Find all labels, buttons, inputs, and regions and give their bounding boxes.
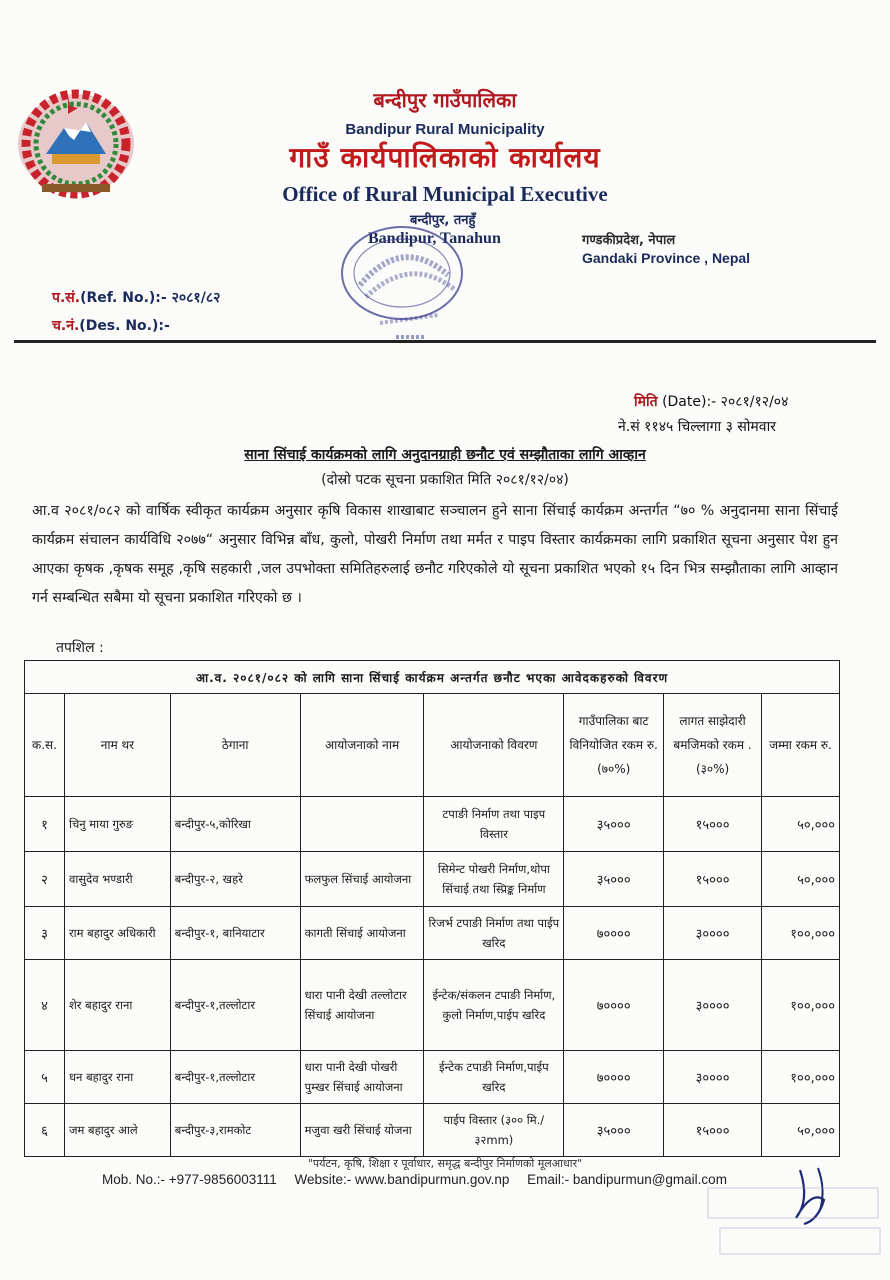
- table-row: [25, 797, 840, 852]
- cell-project-name: फलफुल सिंचाई आयोजना: [300, 852, 424, 907]
- cell-sn: ४: [25, 960, 65, 1051]
- cell-share: १५०००: [664, 797, 762, 852]
- location-en: Bandipur, Tanahun: [368, 230, 501, 247]
- cell-project-detail: टपाङी निर्माण तथा पाइप विस्तार: [424, 797, 564, 852]
- cell-share: १५०००: [664, 1104, 762, 1157]
- table-row: [25, 960, 840, 1051]
- dispatch-number: [52, 316, 170, 335]
- footer-motto: "पर्यटन, कृषि, शिक्षा र पूर्वाधार, समृद्ध बन्दीपुर निर्माणको मूलआधार": [307, 1157, 583, 1170]
- cell-total: ५०,०००: [762, 1104, 840, 1157]
- cell-name: जम बहादुर आले: [64, 1104, 170, 1157]
- cell-total: १००,०००: [762, 907, 840, 960]
- cell-project-name: धारा पानी देखी तल्लोटार सिंचाई आयोजना: [300, 960, 424, 1051]
- cell-project-name: मजुवा खरी सिंचाई योजना: [300, 1104, 424, 1157]
- office-stamp: [330, 215, 480, 345]
- footer-contact: [102, 1172, 741, 1187]
- cell-name: वासुदेव भण्डारी: [64, 852, 170, 907]
- cell-sn: ६: [25, 1104, 65, 1157]
- cell-grant: ७००००: [564, 907, 664, 960]
- location-np: बन्दीपुर, तनहुँ: [410, 213, 476, 228]
- reference-number: [52, 288, 220, 307]
- col-header-address: ठेगाना: [170, 694, 300, 797]
- province-en: Gandaki Province , Nepal: [582, 250, 751, 266]
- footer-email[interactable]: Email:- bandipurmun@gmail.com: [527, 1172, 727, 1187]
- cell-name: राम बहादुर अधिकारी: [64, 907, 170, 960]
- selected-applicants-table: [24, 660, 840, 1157]
- cell-sn: १: [25, 797, 65, 852]
- ref-value: २०८१/८२: [171, 290, 221, 306]
- cell-project-detail: पाईप विस्तार (३०० मि./३२mm): [424, 1104, 564, 1157]
- cell-sn: ३: [25, 907, 65, 960]
- col-header-project-name: आयोजनाको नाम: [300, 694, 424, 797]
- cell-project-detail: ईन्टेक टपाङी निर्माण,पाईप खरिद: [424, 1051, 564, 1104]
- col-header-municipal-grant: गाउँपालिका बाट विनियोजित रकम रु. (७०%): [564, 694, 664, 797]
- col-header-sn: क.स.: [25, 694, 65, 797]
- cell-name: धन बहादुर राना: [64, 1051, 170, 1104]
- details-label: तपशिल :: [56, 640, 104, 656]
- cell-share: ३००००: [664, 960, 762, 1051]
- cell-share: १५०००: [664, 852, 762, 907]
- des-label-en: (Des. No.):-: [79, 318, 170, 334]
- cell-project-name: धारा पानी देखी पोखरी पुम्खर सिंचाई आयोजना: [300, 1051, 424, 1104]
- cell-address: बन्दीपुर-५,कोरिखा: [170, 797, 300, 852]
- province-np: गण्डकीप्रदेश, नेपाल: [582, 233, 676, 248]
- cell-project-name: कागती सिंचाई आयोजना: [300, 907, 424, 960]
- footer-mobile: Mob. No.:- +977-9856003111: [102, 1172, 277, 1187]
- cell-project-detail: ईन्टेक/संकलन टपाङी निर्माण, कुलो निर्माण,पाईप खरिद: [424, 960, 564, 1051]
- date-label-np: मिति: [634, 394, 658, 410]
- notice-subject: साना सिंचाई कार्यक्रमको लागि अनुदानग्राही छनौट एवं सम्झौताका लागि आव्हान: [244, 447, 646, 463]
- col-header-project-detail: आयोजनाको विवरण: [424, 694, 564, 797]
- cell-address: बन्दीपुर-१,तल्लोटार: [170, 960, 300, 1051]
- cell-address: बन्दीपुर-१, बानियाटार: [170, 907, 300, 960]
- nepal-sambat-date: ने.सं ११४५ चिल्लागा ३ सोमवार: [618, 419, 776, 435]
- table-row: [25, 907, 840, 960]
- cell-grant: ३५०००: [564, 797, 664, 852]
- footer-website[interactable]: Website:- www.bandipurmun.gov.np: [294, 1172, 510, 1187]
- municipality-name-np: बन्दीपुर गाउँपालिका: [373, 88, 517, 112]
- cell-total: १००,०००: [762, 960, 840, 1051]
- table-row: [25, 1104, 840, 1157]
- cell-share: ३००००: [664, 1051, 762, 1104]
- des-label-np: च.नं.: [52, 318, 80, 334]
- cell-grant: ७००००: [564, 960, 664, 1051]
- col-header-total: जम्मा रकम रु.: [762, 694, 840, 797]
- notice-body: आ.व २०८१/०८२ को वार्षिक स्वीकृत कार्यक्रम अनुसार कृषि विकास शाखाबाट सञ्चालन हुने साना सिंचाई कार्यक्रम अन्तर्गत “७० % अनुदानमा साना सिंचाई कार्यक्रम संचालन कार्यविधि २०७७“ अनुसार विभिन्न बाँध, कुलो, पोखरी निर्माण तथा मर्मत र पाइप विस्तार कार्यक्रमका लागि प्रकाशित सूचना अनुसार पेश हुन आएका कृषक ,कृषक समूह ,कृषि सहकारी ,जल उपभोक्ता समितिहरुलाई छनौट गरिएकोले यो सूचना प्रकाशित भएको १५ दिन भित्र सम्झौताका लागि आव्हान गर्न सम्बन्धित सबैमा यो सूचना प्रकाशित गरिएको छ ।: [32, 503, 838, 606]
- cell-address: बन्दीपुर-१,तल्लोटार: [170, 1051, 300, 1104]
- cell-total: ५०,०००: [762, 797, 840, 852]
- cell-address: बन्दीपुर-२, खहरे: [170, 852, 300, 907]
- ref-label-np: प.सं.: [52, 290, 81, 306]
- date-label-en: (Date):-: [662, 394, 717, 410]
- cell-total: १००,०००: [762, 1051, 840, 1104]
- ref-label-en: (Ref. No.):-: [80, 290, 167, 306]
- cell-address: बन्दीपुर-३,रामकोट: [170, 1104, 300, 1157]
- col-header-name: नाम थर: [64, 694, 170, 797]
- date-line: [634, 392, 788, 411]
- cell-total: ५०,०००: [762, 852, 840, 907]
- office-name-en: Office of Rural Municipal Executive: [282, 182, 608, 206]
- cell-sn: ५: [25, 1051, 65, 1104]
- table-caption-row: [25, 661, 840, 694]
- cell-name: शेर बहादुर राना: [64, 960, 170, 1051]
- cell-grant: ३५०००: [564, 1104, 664, 1157]
- cell-project-name: [300, 797, 424, 852]
- cell-grant: ३५०००: [564, 852, 664, 907]
- date-value: २०८१/१२/०४: [720, 394, 789, 410]
- table-header-row: [25, 694, 840, 797]
- notice-subtitle: (दोस्रो पटक सूचना प्रकाशित मिति २०८१/१२/०४): [321, 472, 569, 488]
- cell-share: ३००००: [664, 907, 762, 960]
- table-row: [25, 852, 840, 907]
- cell-sn: २: [25, 852, 65, 907]
- municipality-name-en: Bandipur Rural Municipality: [345, 121, 545, 138]
- office-name-np: गाउँ कार्यपालिकाको कार्यालय: [289, 141, 601, 174]
- cell-grant: ७००००: [564, 1051, 664, 1104]
- cell-name: चिनु माया गुरुङ: [64, 797, 170, 852]
- cell-project-detail: सिमेन्ट पोखरी निर्माण,थोपा सिंचाई तथा स्प्रिङ्क निर्माण: [424, 852, 564, 907]
- table-caption: आ.व. २०८१/०८२ को लागि साना सिंचाई कार्यक्रम अन्तर्गत छनौट भएका आवेदकहरुको विवरण: [25, 661, 840, 694]
- official-signature-stamp: [700, 1160, 885, 1275]
- table-row: [25, 1051, 840, 1104]
- cell-project-detail: रिजर्भ टपाङी निर्माण तथा पाईप खरिद: [424, 907, 564, 960]
- col-header-cost-share: लागत साझेदारी बमजिमको रकम .(३०%): [664, 694, 762, 797]
- header-divider: [14, 340, 876, 343]
